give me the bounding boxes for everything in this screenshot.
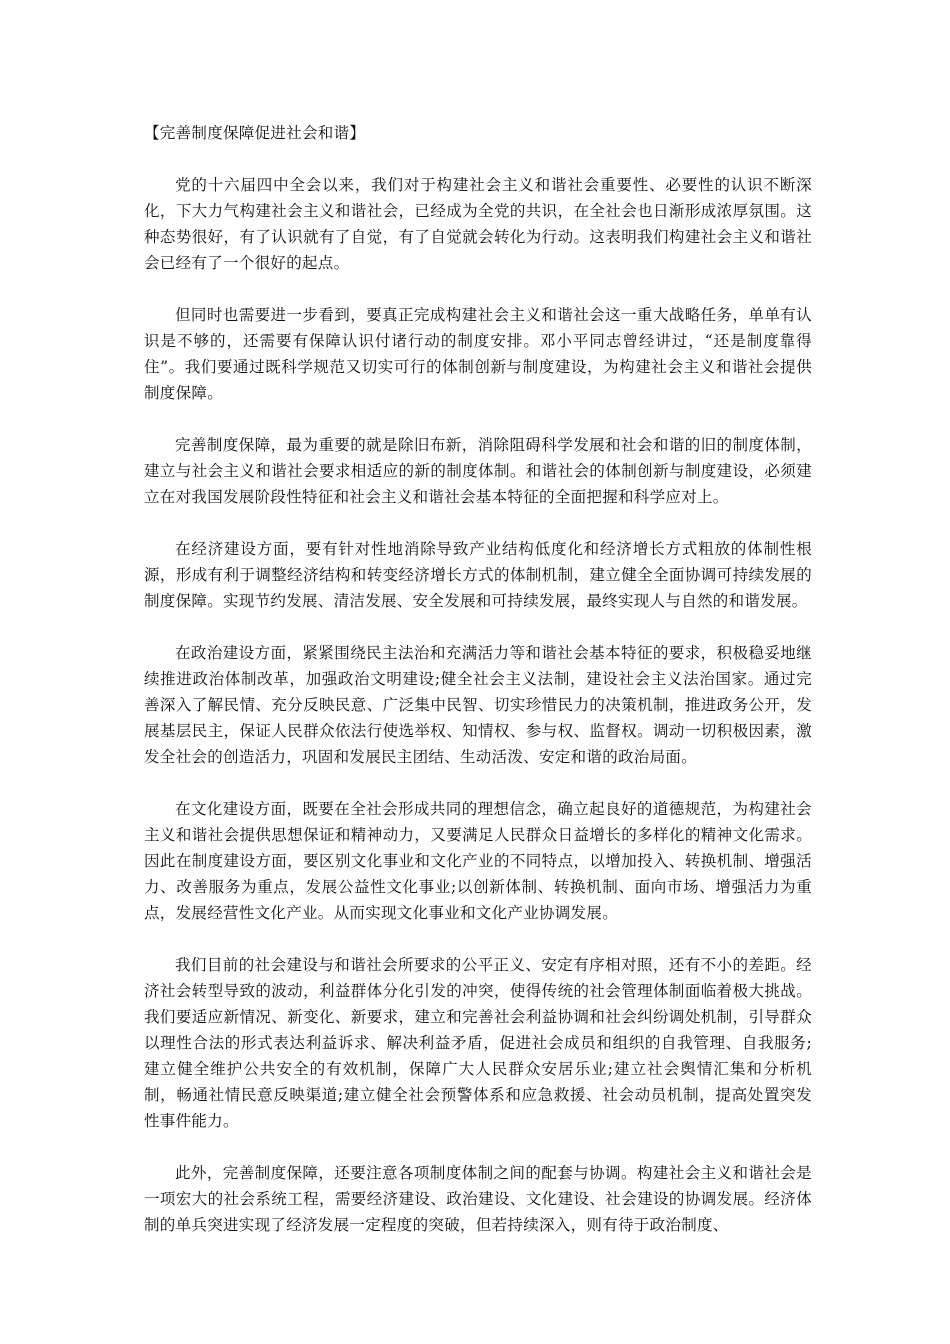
paragraph-3: 完善制度保障，最为重要的就是除旧布新，消除阻碍科学发展和社会和谐的旧的制度体制，建立与社会主义和谐社会要求相适应的新的制度体制。和谐社会的体制创新与制度建设，必须建立在对我国发展阶段性特征和社会主义和谐社会基本特征的全面把握和科学应对上。 [144,436,812,506]
document-title: 【完善制度保障促进社会和谐】 [144,124,366,142]
document-body [144,120,812,1238]
paragraph-1: 党的十六届四中全会以来，我们对于构建社会主义和谐社会重要性、必要性的认识不断深化，下大力气构建社会主义和谐社会，已经成为全党的共识，在全社会也日渐形成浓厚氛围。这种态势很好，有了认识就有了自觉，有了自觉就会转化为行动。这表明我们构建社会主义和谐社会已经有了一个很好的起点。 [144,176,812,272]
paragraph-7: 我们目前的社会建设与和谐社会所要求的公平正义、安定有序相对照，还有不小的差距。经济社会转型导致的波动，利益群体分化引发的冲突，使得传统的社会管理体制面临着极大挑战。我们要适应新情况、新变化、新要求，建立和完善社会利益协调和社会纠纷调处机制，引导群众以理性合法的形式表达利益诉求、解决利益矛盾，促进社会成员和组织的自我管理、自我服务;建立健全维护公共安全的有效机制，保障广大人民群众安居乐业;建立社会舆情汇集和分析机制，畅通社情民意反映渠道;建立健全社会预警体系和应急救援、社会动员机制，提高处置突发性事件能力。 [144,956,812,1130]
paragraph-6: 在文化建设方面，既要在全社会形成共同的理想信念，确立起良好的道德规范，为构建社会主义和谐社会提供思想保证和精神动力，又要满足人民群众日益增长的多样化的精神文化需求。因此在制度建设方面，要区别文化事业和文化产业的不同特点，以增加投入、转换机制、增强活力、改善服务为重点，发展公益性文化事业;以创新体制、转换机制、面向市场、增强活力为重点，发展经营性文化产业。从而实现文化事业和文化产业协调发展。 [144,800,812,922]
paragraph-4: 在经济建设方面，要有针对性地消除导致产业结构低度化和经济增长方式粗放的体制性根源，形成有利于调整经济结构和转变经济增长方式的体制机制，建立健全全面协调可持续发展的制度保障。实现节约发展、清洁发展、安全发展和可持续发展，最终实现人与自然的和谐发展。 [144,540,812,610]
paragraph-8: 此外，完善制度保障，还要注意各项制度体制之间的配套与协调。构建社会主义和谐社会是一项宏大的社会系统工程，需要经济建设、政治建设、文化建设、社会建设的协调发展。经济体制的单兵突进实现了经济发展一定程度的突破，但若持续深入，则有待于政治制度、 [144,1164,812,1234]
paragraph-5: 在政治建设方面，紧紧围绕民主法治和充满活力等和谐社会基本特征的要求，积极稳妥地继续推进政治体制改革，加强政治文明建设;健全社会主义法制，建设社会主义法治国家。通过完善深入了解民情、充分反映民意、广泛集中民智、切实珍惜民力的决策机制，推进政务公开，发展基层民主，保证人民群众依法行使选举权、知情权、参与权、监督权。调动一切积极因素，激发全社会的创造活力，巩固和发展民主团结、生动活泼、安定和谐的政治局面。 [144,644,812,766]
paragraph-2: 但同时也需要进一步看到，要真正完成构建社会主义和谐社会这一重大战略任务，单单有认识是不够的，还需要有保障认识付诸行动的制度安排。邓小平同志曾经讲过，“还是制度靠得住”。我们要通过既科学规范又切实可行的体制创新与制度建设，为构建社会主义和谐社会提供制度保障。 [144,306,812,402]
